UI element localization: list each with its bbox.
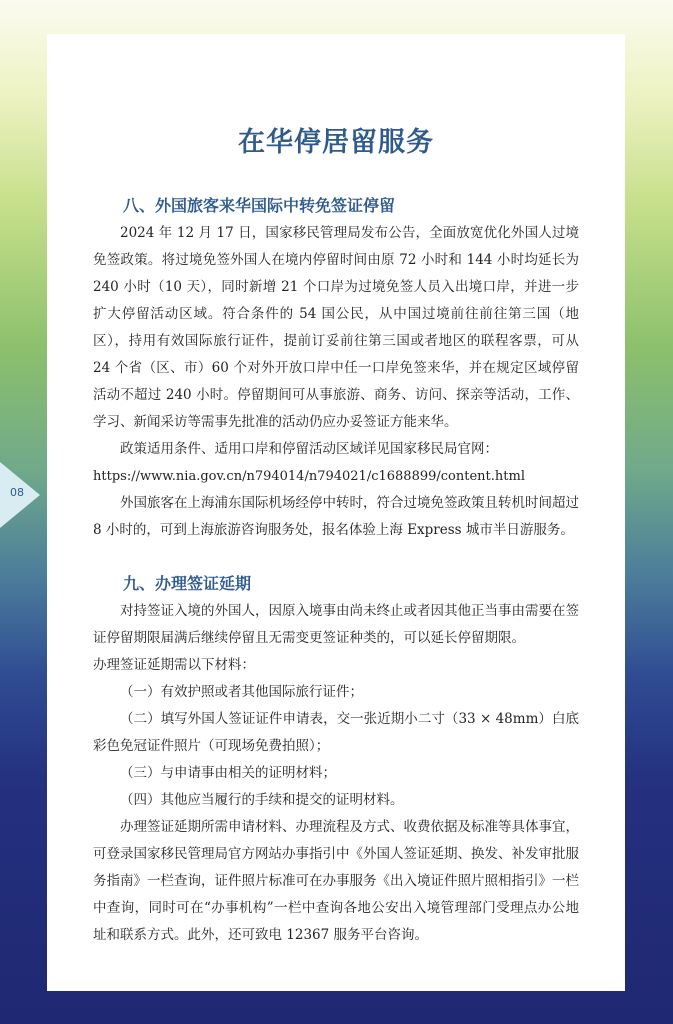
paragraph-extension-eligibility: 对持签证入境的外国人，因原入境事由尚未终止或者因其他正当事由需要在签证停留期限届满后继续停留且无需变更签证种类的，可以延长停留期限。 (93, 603, 579, 646)
list-item-passport: （一）有效护照或者其他国际旅行证件； (120, 684, 363, 700)
list-item-application-form: （二）填写外国人签证证件申请表，交一张近期小二寸（33 × 48mm）白底彩色免冠证件照片（可现场免费拍照）； (93, 711, 579, 754)
paragraph-policy-reference: 政策适用条件、适用口岸和停留活动区域详见国家移民局官网： (120, 441, 498, 457)
paragraph-transit-policy: 2024 年 12 月 17 日，国家移民管理局发布公告，全面放宽优化外国人过境免签政策。将过境免签外国人在境内停留时间由原 72 小时和 144 小时均延长为 240 小时（10 天），同时新增 21 个口岸为过境免签人员入出境口岸，并进一步扩大停留活动区域。符合条件的 54 国公民，从中国过境前往前往第三国（地区），持用有效国际旅行证件，提前订妥前往第三国或者地区的联程客票，可从 24 个省（区、市）60 个对外开放口岸中任一口岸免签来华，并在规定区域停留活动不超过 240 小时。停留期间可从事旅游、商务、访问、探亲等活动，工作、学习、新闻采访等需事先批准的活动仍应办妥签证方能来华。 (93, 225, 579, 430)
page-number: 08 (10, 486, 24, 499)
paragraph-materials-lead: 办理签证延期需以下材料： (93, 657, 255, 673)
paragraph-shanghai-express-tour: 外国旅客在上海浦东国际机场经停中转时，符合过境免签政策且转机时间超过 8 小时的，可到上海旅游咨询服务处，报名体验上海 Express 城市半日游服务。 (93, 495, 579, 538)
paragraph-inquiry-info: 办理签证延期所需申请材料、办理流程及方式、收费依据及标准等具体事宜，可登录国家移民管理局官方网站办事指引中《外国人签证延期、换发、补发审批服务指南》一栏查询，证件照片标准可在办事服务《出入境证件照片照相指引》一栏中查询，同时可在“办事机构”一栏中查询各地公安出入境管理部门受理点办公地址和联系方式。此外，还可致电 12367 服务平台咨询。 (93, 819, 579, 943)
policy-url-link[interactable]: https://www.nia.gov.cn/n794014/n794021/c1688899/content.html (93, 469, 525, 484)
list-item-other-materials: （四）其他应当履行的手续和提交的证明材料。 (120, 792, 404, 808)
list-item-supporting-documents: （三）与申请事由相关的证明材料； (120, 765, 336, 781)
document-page (47, 34, 625, 991)
page-content (93, 192, 579, 949)
section-heading-transit-visa-free: 八、外国旅客来华国际中转免签证停留 (123, 196, 396, 215)
section-spacer (93, 544, 579, 570)
page-title: 在华停居留服务 (238, 127, 434, 158)
section-heading-visa-extension: 九、办理签证延期 (123, 574, 252, 593)
